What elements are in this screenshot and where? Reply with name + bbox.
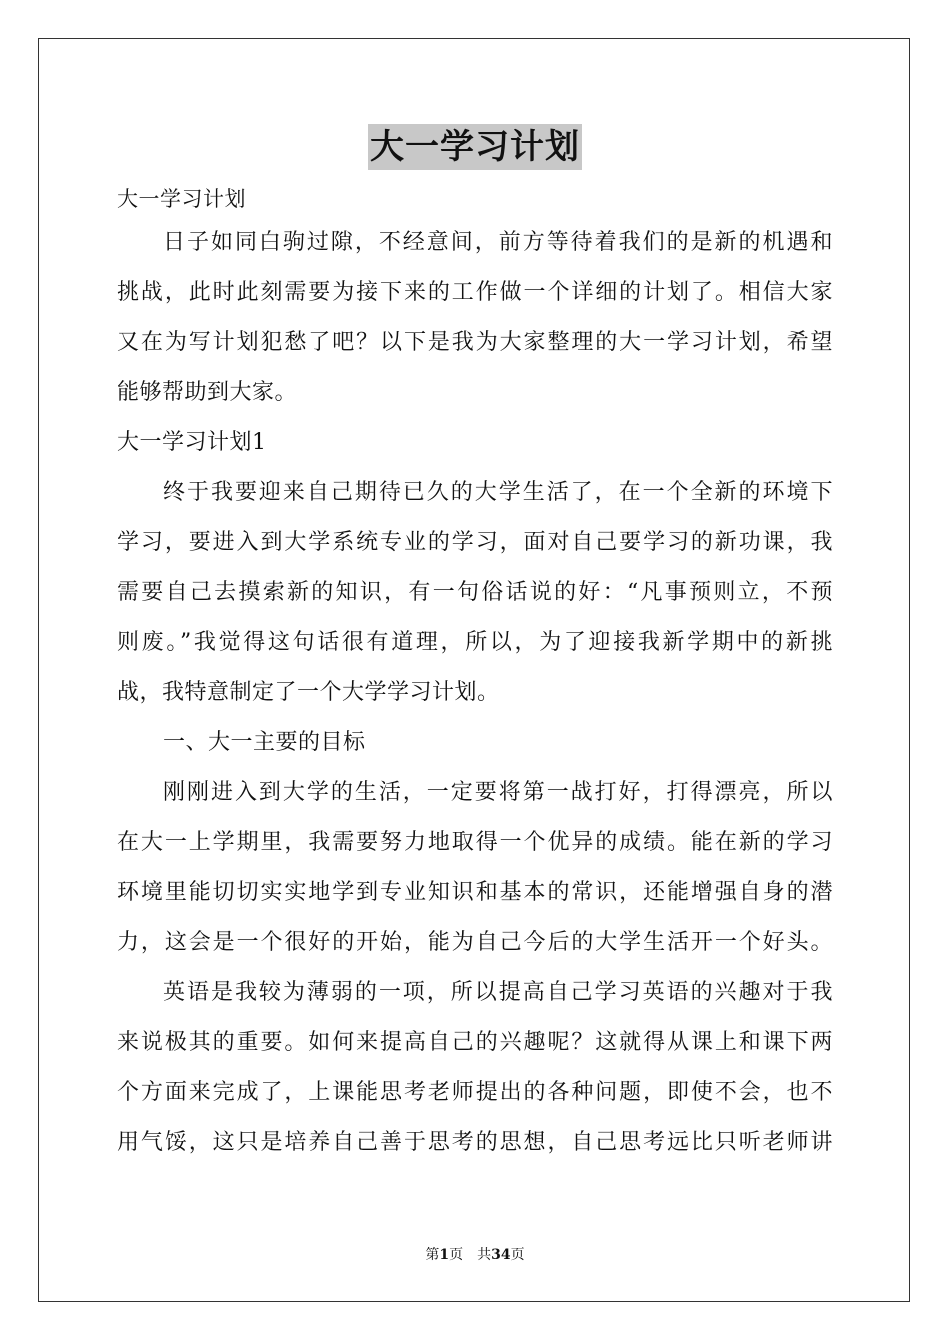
page-prefix: 第 [425,1247,440,1263]
paragraph-line: 又在为写计划犯愁了吧？以下是我为大家整理的大一学习计划，希望 [117,330,833,355]
section-heading: 大一学习计划1 [117,430,267,455]
paragraph-line: 个方面来完成了，上课能思考老师提出的各种问题，即使不会，也不 [117,1080,833,1105]
paragraph-line: 英语是我较为薄弱的一项，所以提高自己学习英语的兴趣对于我 [163,980,833,1005]
document-title: 大一学习计划 [368,124,582,170]
current-page-number: 1 [439,1247,450,1263]
paragraph-line: 刚刚进入到大学的生活，一定要将第一战打好，打得漂亮，所以 [163,780,833,805]
paragraph-line: 环境里能切切实实地学到专业知识和基本的常识，还能增强自身的潜 [117,880,833,905]
paragraph-1 [117,468,833,718]
title-wrap [0,124,950,170]
paragraph-3 [117,968,833,1168]
paragraph-line: 来说极其的重要。如何来提高自己的兴趣呢？这就得从课上和课下两 [117,1030,833,1055]
paragraph-line: 学习，要进入到大学系统专业的学习，面对自己要学习的新功课，我 [117,530,833,555]
paragraph-line: 日子如同白驹过隙，不经意间，前方等待着我们的是新的机遇和 [163,230,833,255]
paragraph-line: 力，这会是一个很好的开始，能为自己今后的大学生活开一个好头。 [117,930,833,955]
paragraph-line: 战，我特意制定了一个大学学习计划。 [117,680,500,705]
paragraph-line: 挑战，此时此刻需要为接下来的工作做一个详细的计划了。相信大家 [117,280,833,305]
paragraph-line: 能够帮助到大家。 [117,380,298,405]
paragraph-line: 用气馁，这只是培养自己善于思考的思想，自己思考远比只听老师讲 [117,1130,833,1155]
subtitle: 大一学习计划 [117,187,246,211]
paragraph-line: 需要自己去摸索新的知识，有一句俗话说的好：“凡事预则立，不预 [117,580,833,605]
intro-paragraph [117,218,833,418]
total-page-number: 34 [491,1247,511,1263]
page-suffix: 页 [510,1247,525,1263]
goal-heading: 一、大一主要的目标 [163,730,366,755]
paragraph-line: 在大一上学期里，我需要努力地取得一个优异的成绩。能在新的学习 [117,830,833,855]
page-footer [0,1246,950,1264]
paragraph-line: 终于我要迎来自己期待已久的大学生活了，在一个全新的环境下 [163,480,833,505]
paragraph-2 [117,768,833,968]
paragraph-line: 则废。”我觉得这句话很有道理，所以，为了迎接我新学期中的新挑 [117,630,833,655]
document-body [117,181,833,1168]
page-mid: 页 共 [449,1247,492,1263]
